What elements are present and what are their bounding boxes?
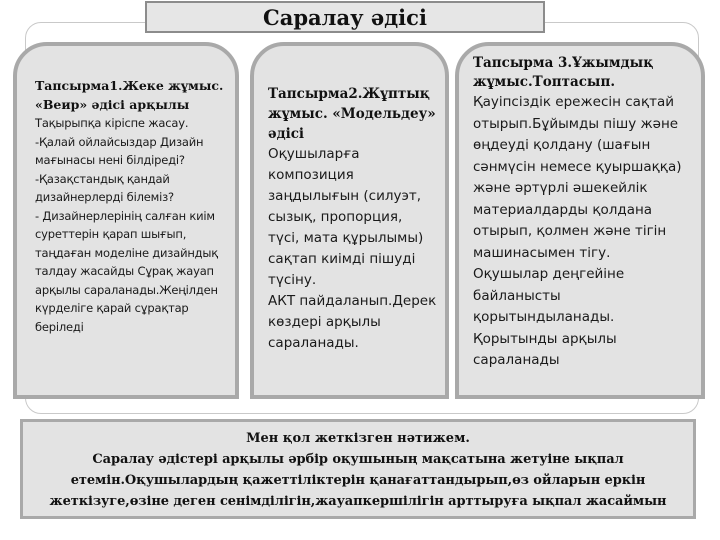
- result-title: Мен қол жеткізген нәтижем.: [246, 431, 470, 446]
- task-card-3: [455, 42, 705, 399]
- task-card-2-title: Тапсырма2.Жұптық жұмыс. «Модельдеу» әдісі: [268, 86, 436, 142]
- task-card-2: [250, 42, 449, 399]
- result-text: Саралау әдістері арқылы әрбір оқушының мақсатына жетуіне ықпал етемін.Оқушылардың қажеттіліктерін қанағаттандырып,өз ойларын еркін жеткізуге,өзіне деген сенімділігін,жауапкершілігін арттыруға ықпал жасаймын: [49, 452, 667, 509]
- task-card-2-body: Оқушыларға композиция заңдылығын (силуэт, сызық, пропорция, түсі, мата құрылымы) сақтап киімді пішуді түсіну. АКТ пайдаланып.Дерек көздері арқылы сараланады.: [268, 146, 437, 351]
- result-box: [20, 419, 696, 519]
- task-card-1-body: Тақырыпқа кіріспе жасау. -Қалай ойлайсыздар Дизайн мағынасы нені білдіреді? -Қазақстандық қандай дизайнерлерді білеміз? - Дизайнерлерінің салған киім суреттерін қарап шығып, таңдаған моделіне дизайндық талдау жасайды Сұрақ жауап арқылы сараланады.Жеңілден күрделіге қарай сұрақтар беріледі: [35, 116, 219, 334]
- task-card-1: [13, 42, 239, 399]
- task-card-3-body: Қауіпсіздік ережесін сақтай отырып.Бұйымды пішу және өңдеуді қолдану (шағын сәнмүсін немесе қуыршаққа) және әртүрлі әшекейлік материалдарды қолдана отырып, қолмен және тігін машинасымен тігу. Оқушылар деңгейіне байланысты қорытындыланады. Қорытынды арқылы сараланады: [473, 94, 682, 368]
- page-title: Саралау әдісі: [145, 1, 545, 33]
- task-card-1-title: Тапсырма1.Жеке жұмыс. «Веир» әдісі арқылы: [35, 78, 224, 112]
- task-card-3-title: Тапсырма 3.Ұжымдық жұмыс.Топтасып.: [473, 55, 654, 90]
